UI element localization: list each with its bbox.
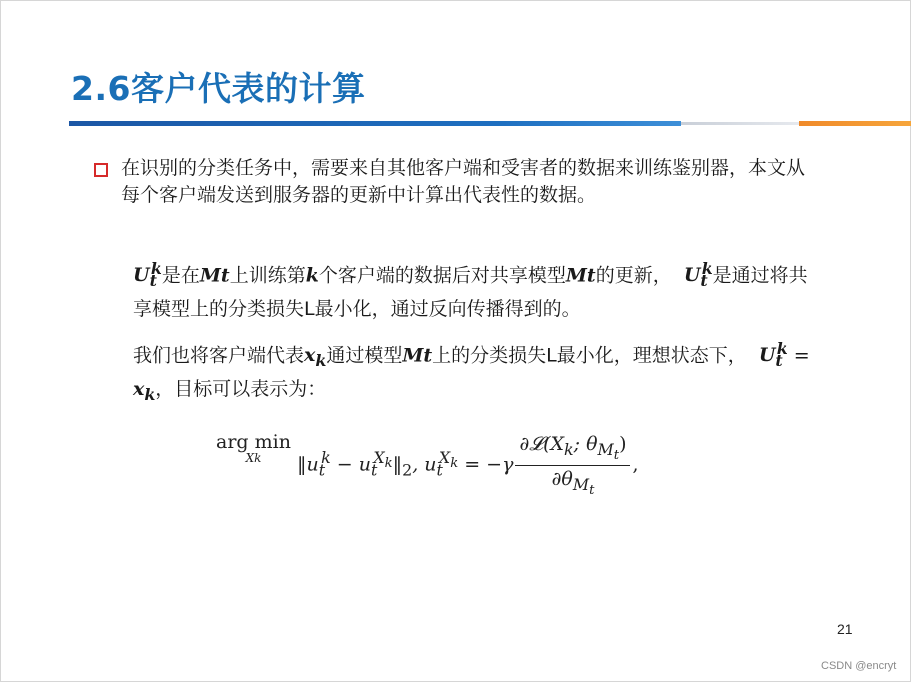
page-number: 21 [837,621,853,637]
title-underline [69,121,841,126]
u-var: $U_t^k$ [683,259,713,291]
gradient-fraction: $\frac{\partial 𝓛(X_k; \theta_{M_t})}{\partial\theta_{M_t}}$ [515,433,630,498]
underline-orange-segment [799,121,911,126]
bullet-paragraph: 在识别的分类任务中，需要来自其他客户端和受害者的数据来训练鉴别器，本文从每个客户端发送到服务器的更新中计算出代表性的数据。 [121,157,806,206]
argmin: arg min Xk [216,431,291,465]
objective-formula: arg min Xk $‖u_t^k$ − $u_t^{X_k}‖_2$, $u_t^{X_k} = -\gamma$ $\frac{\partial 𝓛(X_k; \theta_{M_t})}{\partial\theta_{M_t}}$ , [216,431,639,498]
square-bullet-icon [94,163,108,177]
representative-paragraph: 我们也将客户端代表$x_k$通过模型Mt上的分类损失L最小化，理想状态下， $U_t^k = x_k$，目标可以表示为： [133,339,810,404]
u-var: $U_t^k$ [133,259,162,291]
underline-gray-segment [681,122,799,125]
underline-blue-segment [69,121,681,126]
watermark: CSDN @encryt [821,660,897,672]
slide-title: 2.6客户代表的计算 [71,69,366,108]
update-definition-paragraph: $U_t^k$是在Mt上训练第k个客户端的数据后对共享模型Mt的更新， $U_t^k$是通过将共享模型上的分类损失L最小化，通过反向传播得到的。 [133,259,808,321]
